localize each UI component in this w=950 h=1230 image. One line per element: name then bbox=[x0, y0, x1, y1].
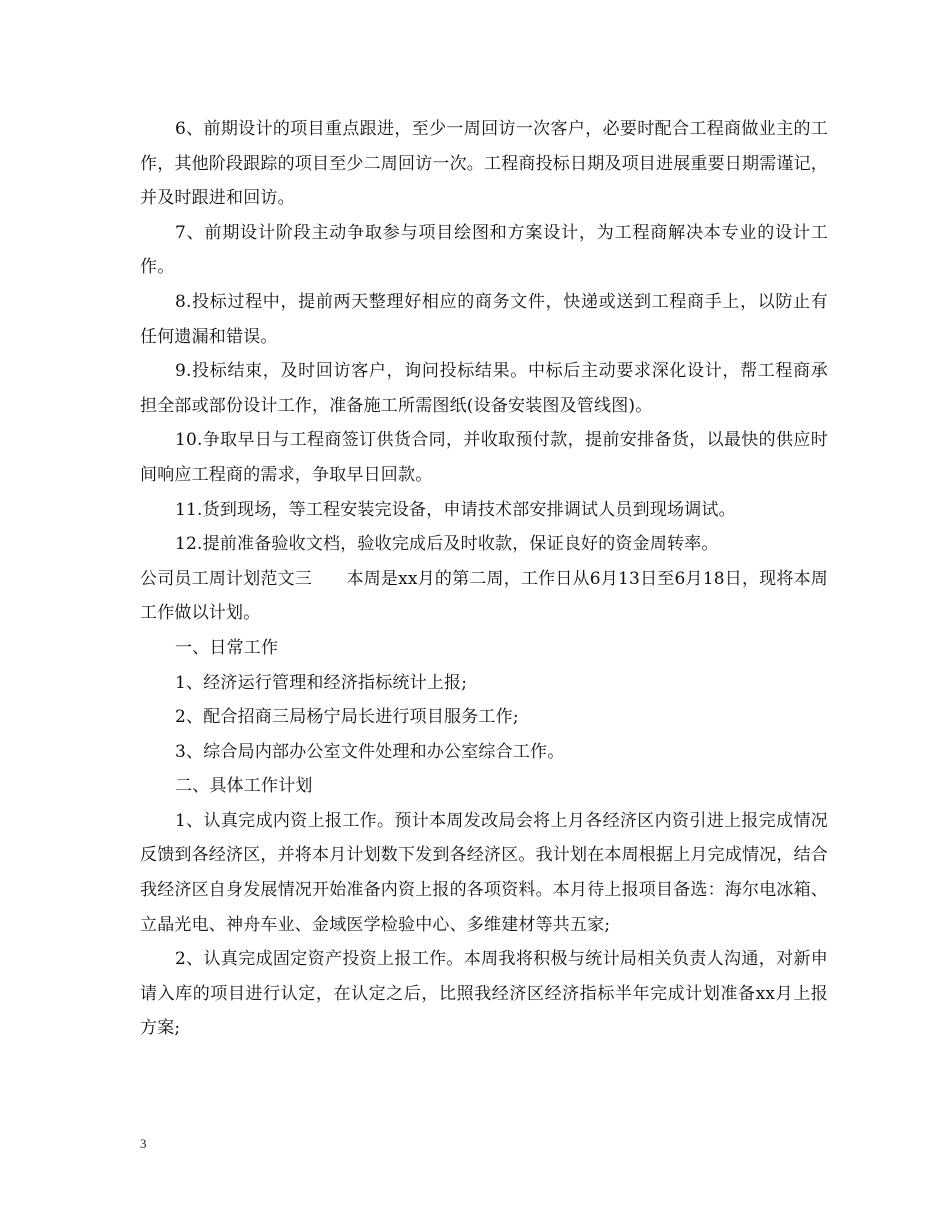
daily-work-item-3: 3、综合局内部办公室文件处理和办公室综合工作。 bbox=[175, 741, 565, 762]
paragraph-item-10: 10.争取早日与工程商签订供货合同，并收取预付款，提前安排备货，以最快的供应时间响应工程商的需求，争取早日回款。 bbox=[140, 430, 828, 485]
page-number: 3 bbox=[140, 1136, 147, 1151]
daily-work-item-2: 2、配合招商三局杨宁局长进行项目服务工作; bbox=[175, 707, 519, 728]
paragraph-item-7: 7、前期设计阶段主动争取参与项目绘图和方案设计，为工程商解决本专业的设计工作。 bbox=[140, 222, 828, 278]
subheading-specific-plan: 二、具体工作计划 bbox=[175, 776, 313, 797]
plan-item-2: 2、认真完成固定资产投资上报工作。本周我将积极与统计局相关负责人沟通，对新申请入库的项目进行认定，在认定之后，比照我经济区经济指标半年完成计划准备xx月上报方案; bbox=[140, 949, 828, 1039]
section-heading-plan-three: 公司员工周计划范文三 本周是xx月的第二周，工作日从6月13日至6月18日，现将本周工作做以计划。 bbox=[140, 568, 828, 624]
paragraph-item-11: 11.货到现场，等工程安装完设备，申请技术部安排调试人员到现场调试。 bbox=[175, 499, 736, 520]
subheading-daily-work: 一、日常工作 bbox=[175, 637, 279, 658]
paragraph-item-8: 8.投标过程中，提前两天整理好相应的商务文件，快递或送到工程商手上，以防止有任何遗漏和错误。 bbox=[140, 291, 828, 347]
plan-item-1: 1、认真完成内资上报工作。预计本周发改局会将上月各经济区内资引进上报完成情况反馈到各经济区，并将本月计划数下发到各经济区。我计划在本周根据上月完成情况，结合我经济区自身发展情况开始准备内资上报的各项资料。本月待上报项目备选：海尔电冰箱、立晶光电、神舟车业、金域医学检验中心、多维建材等共五家; bbox=[140, 810, 828, 935]
document-body bbox=[140, 112, 828, 1046]
paragraph-item-12: 12.提前准备验收文档，验收完成后及时收款，保证良好的资金周转率。 bbox=[175, 534, 719, 555]
daily-work-item-1: 1、经济运行管理和经济指标统计上报; bbox=[175, 672, 468, 693]
paragraph-item-9: 9.投标结束，及时回访客户，询问投标结果。中标后主动要求深化设计，帮工程商承担全部或部份设计工作，准备施工所需图纸(设备安装图及管线图)。 bbox=[140, 361, 828, 416]
paragraph-item-6: 6、前期设计的项目重点跟进，至少一周回访一次客户，必要时配合工程商做业主的工作，其他阶段跟踪的项目至少二周回访一次。工程商投标日期及项目进展重要日期需谨记，并及时跟进和回访。 bbox=[140, 119, 828, 209]
